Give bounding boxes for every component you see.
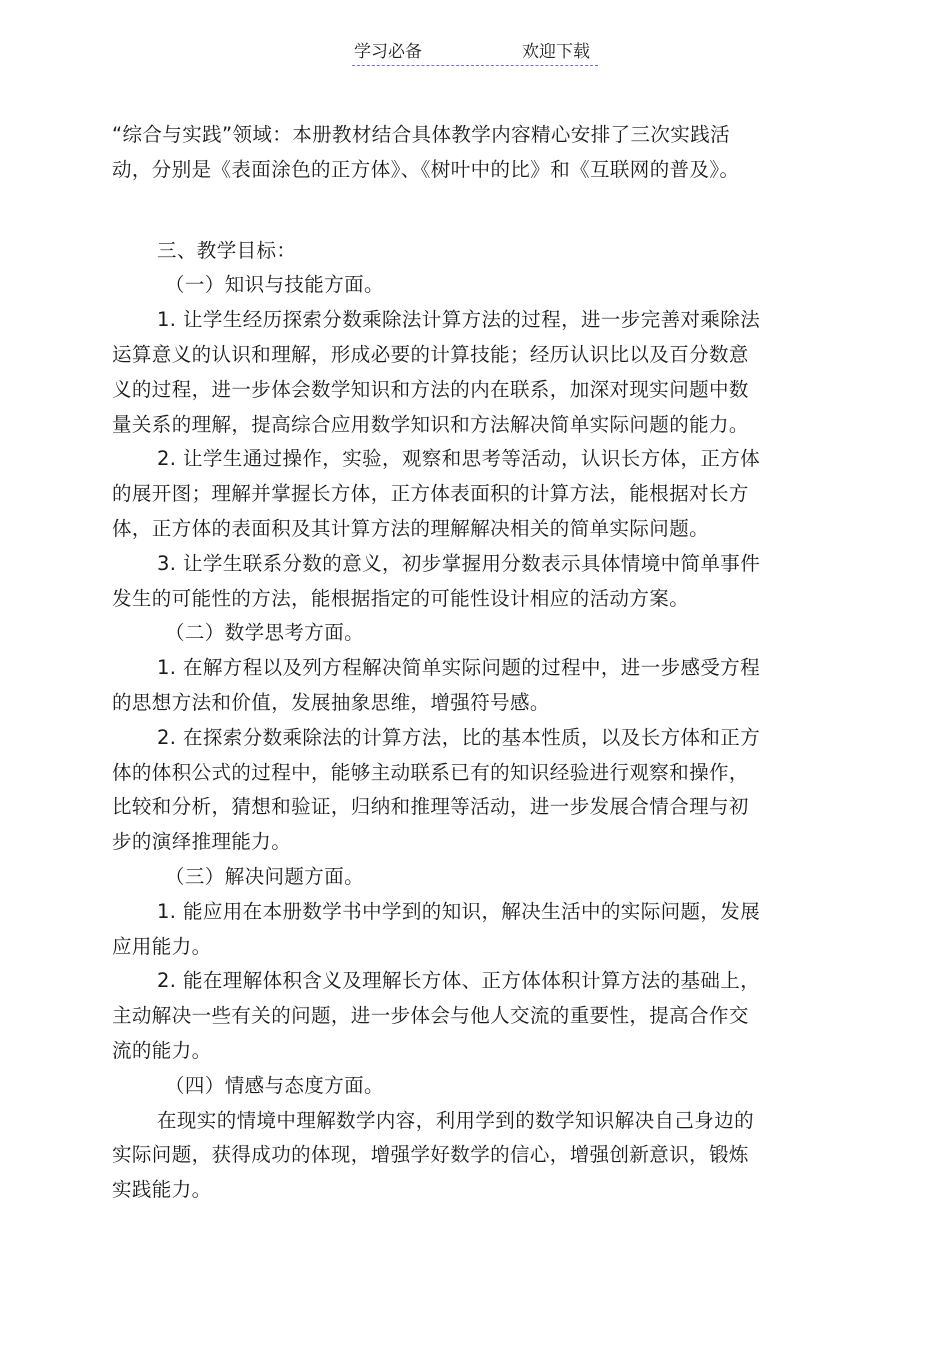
text-line: 1. 让学生经历探索分数乘除法计算方法的过程，进一步完善对乘除法: [157, 308, 761, 332]
section-title: 三、教学目标：: [157, 238, 297, 262]
text-line: “综合与实践”领域：本册教材结合具体教学内容精心安排了三次实践活: [112, 123, 731, 146]
text-line: 运算意义的认识和理解，形成必要的计算技能；经历认识比以及百分数意: [112, 342, 749, 366]
text-line: 义的过程，进一步体会数学知识和方法的内在联系，加深对现实问题中数: [112, 377, 749, 401]
text-line: 比较和分析，猜想和验证，归纳和推理等活动，进一步发展合情合理与初: [112, 795, 749, 819]
text-line: 步的演绎推理能力。: [112, 830, 292, 854]
text-line: 量关系的理解，提高综合应用数学知识和方法解决简单实际问题的能力。: [112, 412, 749, 436]
paragraph-s4-item1: [112, 1104, 802, 1208]
subsection-title-2: （二）数学思考方面。: [165, 621, 365, 645]
subsection-title-1: （一）知识与技能方面。: [165, 273, 384, 297]
text-line: 主动解决一些有关的问题，进一步体会与他人交流的重要性，提高合作交: [112, 1004, 749, 1028]
text-line: 实践能力。: [112, 1178, 212, 1202]
document-body: [112, 118, 802, 1208]
spacer: [112, 188, 802, 234]
text-line: 1. 能应用在本册数学书中学到的知识，解决生活中的实际问题，发展: [157, 899, 761, 923]
header-right-text: 欢迎下载: [522, 42, 590, 62]
header-left-text: 学习必备: [354, 42, 422, 62]
text-line: 2. 让学生通过操作，实验，观察和思考等活动，认识长方体，正方体: [157, 447, 761, 471]
paragraph-s2-item2: [112, 721, 802, 860]
page-header: [352, 41, 598, 66]
subsection-title-4: （四）情感与态度方面。: [165, 1073, 384, 1097]
text-line: 的思想方法和价值，发展抽象思维，增强符号感。: [112, 690, 550, 714]
text-line: 应用能力。: [112, 934, 212, 958]
text-line: 动，分别是《表面涂色的正方体》、《树叶中的比》和《互联网的普及》。: [112, 157, 740, 181]
text-line: 体，正方体的表面积及其计算方法的理解解决相关的简单实际问题。: [112, 516, 710, 540]
subsection-title-3: （三）解决问题方面。: [165, 864, 365, 888]
text-line: 流的能力。: [112, 1038, 212, 1062]
paragraph-s2-item1: [112, 651, 802, 721]
text-line: 的展开图；理解并掌握长方体，正方体表面积的计算方法，能根据对长方: [112, 482, 749, 506]
text-line: 1. 在解方程以及列方程解决简单实际问题的过程中，进一步感受方程: [157, 656, 761, 680]
text-line: 在现实的情境中理解数学内容，利用学到的数学知识解决自己身边的: [157, 1108, 755, 1132]
paragraph-s1-item3: [112, 547, 802, 617]
text-line: 2. 能在理解体积含义及理解长方体、正方体体积计算方法的基础上，: [157, 969, 761, 993]
text-line: 3. 让学生联系分数的意义，初步掌握用分数表示具体情境中简单事件: [157, 551, 761, 575]
text-line: 体的体积公式的过程中，能够主动联系已有的知识经验进行观察和操作，: [112, 760, 749, 784]
paragraph-s3-item1: [112, 895, 802, 965]
paragraph-intro: [112, 118, 802, 188]
paragraph-s1-item2: [112, 442, 802, 546]
text-line: 实际问题，获得成功的体现，增强学好数学的信心，增强创新意识，锻炼: [112, 1143, 749, 1167]
paragraph-s3-item2: [112, 964, 802, 1068]
paragraph-s1-item1: [112, 303, 802, 442]
text-line: 发生的可能性的方法，能根据指定的可能性设计相应的活动方案。: [112, 586, 690, 610]
text-line: 2. 在探索分数乘除法的计算方法，比的基本性质，以及长方体和正方: [157, 725, 761, 749]
